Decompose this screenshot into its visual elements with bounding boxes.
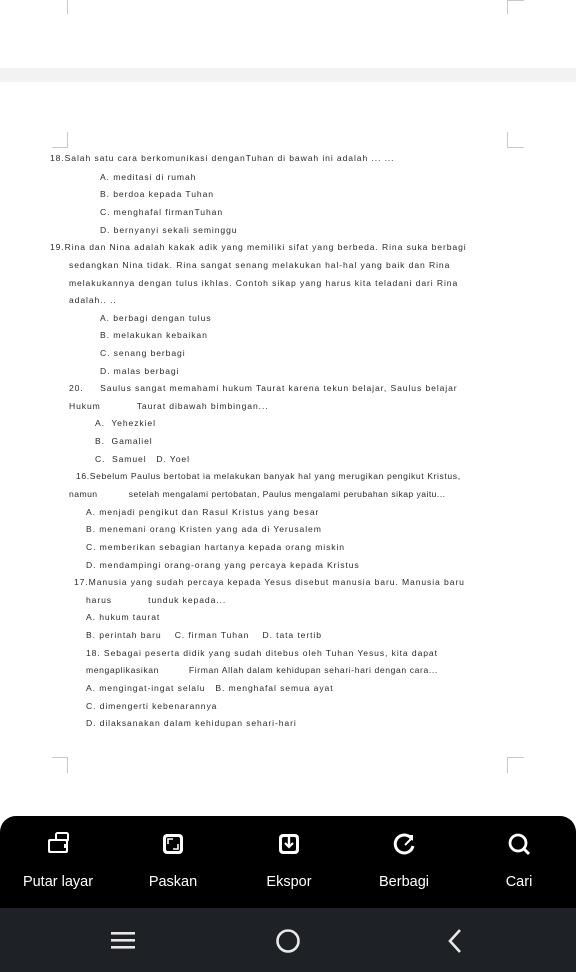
recent-apps-button[interactable] (103, 922, 143, 958)
page-gap (0, 68, 576, 82)
toolbar-label-rotate: Putar layar (22, 874, 94, 890)
back-icon (435, 922, 475, 958)
text-line: D. bernyanyi sekali seminggu (100, 225, 238, 235)
export-button[interactable] (234, 816, 344, 908)
fit-icon (161, 832, 185, 856)
text-line: B. Gamaliel (95, 436, 153, 446)
text-line: melakukannya dengan tulus ikhlas. Contoh sikap yang harus kita teladani dari Rina (69, 278, 459, 288)
system-navigation-bar (0, 908, 576, 972)
bottom-toolbar (0, 816, 576, 908)
text-line: 19.Rina dan Nina adalah kakak adik yang memiliki sifat yang berbeda. Rina suka berbagi (50, 242, 467, 252)
toolbar-label-search: Cari (505, 874, 533, 890)
export-icon (277, 832, 301, 856)
toolbar-label-share: Berbagi (379, 874, 429, 890)
share-icon (392, 832, 416, 856)
text-line: B. melakukan kebaikan (100, 330, 208, 340)
rotate-screen-button[interactable] (3, 816, 113, 908)
text-line: D. mendampingi orang-orang yang percaya kepada Kristus (86, 560, 360, 570)
text-line: C. senang berbagi (100, 348, 186, 358)
toolbar-label-export: Ekspor (266, 874, 312, 890)
text-line: A. berbagi dengan tulus (100, 313, 212, 323)
text-line: 16.Sebelum Paulus bertobat ia melakukan banyak hal yang merugikan pengikut Kristus, (76, 471, 461, 481)
text-line: adalah.. .. (69, 295, 117, 305)
fit-button[interactable] (118, 816, 228, 908)
text-line: D. malas berbagi (100, 366, 180, 376)
recent-apps-icon (103, 922, 143, 958)
rotate-screen-icon (46, 832, 70, 856)
text-line: A. mengingat-ingat selalu B. menghafal semua ayat (86, 683, 334, 693)
text-line: sedangkan Nina tidak. Rina sangat senang melakukan hal-hal yang baik dan Rina (69, 260, 451, 270)
search-button[interactable] (464, 816, 574, 908)
text-line: namun setelah mengalami pertobatan, Paulus mengalami perubahan sikap yaitu... (69, 489, 446, 499)
text-line: B. berdoa kepada Tuhan (100, 189, 214, 199)
text-line: A. hukum taurat (86, 612, 161, 622)
text-line: mengaplikasikan Firman Allah dalam kehidupan sehari-hari dengan cara... (86, 665, 438, 675)
text-line: C. menghafal firmanTuhan (100, 207, 224, 217)
text-line: 18. Sebagai peserta didik yang sudah ditebus oleh Tuhan Yesus, kita dapat (86, 648, 438, 658)
toolbar-label-fit: Paskan (148, 874, 198, 890)
text-line: B. perintah baru C. firman Tuhan D. tata tertib (86, 630, 322, 640)
text-line: 18.Salah satu cara berkomunikasi denganTuhan di bawah ini adalah ... ... (50, 153, 395, 163)
text-line: Hukum Taurat dibawah bimbingan... (69, 401, 269, 411)
text-line: 17.Manusia yang sudah percaya kepada Yesus disebut manusia baru. Manusia baru (74, 577, 465, 587)
home-icon (268, 922, 308, 958)
home-button[interactable] (268, 922, 308, 958)
text-line: A. menjadi pengikut dan Rasul Kristus yang besar (86, 507, 320, 517)
text-line: 20. Saulus sangat memahami hukum Taurat karena tekun belajar, Saulus belajar (69, 383, 458, 393)
text-line: C. Samuel D. Yoel (95, 454, 190, 464)
text-line: B. menemani orang Kristen yang ada di Yerusalem (86, 524, 322, 534)
share-button[interactable] (349, 816, 459, 908)
text-line: D. dilaksanakan dalam kehidupan sehari-hari (86, 718, 297, 728)
text-line: A. meditasi di rumah (100, 172, 197, 182)
search-icon (507, 832, 531, 856)
back-button[interactable] (435, 922, 475, 958)
text-line: A. Yehezkiel (95, 418, 156, 428)
text-line: harus tunduk kepada... (86, 595, 227, 605)
text-line: C. dimengerti kebenarannya (86, 701, 218, 711)
text-line: C. memberikan sebagian hartanya kepada orang miskin (86, 542, 345, 552)
